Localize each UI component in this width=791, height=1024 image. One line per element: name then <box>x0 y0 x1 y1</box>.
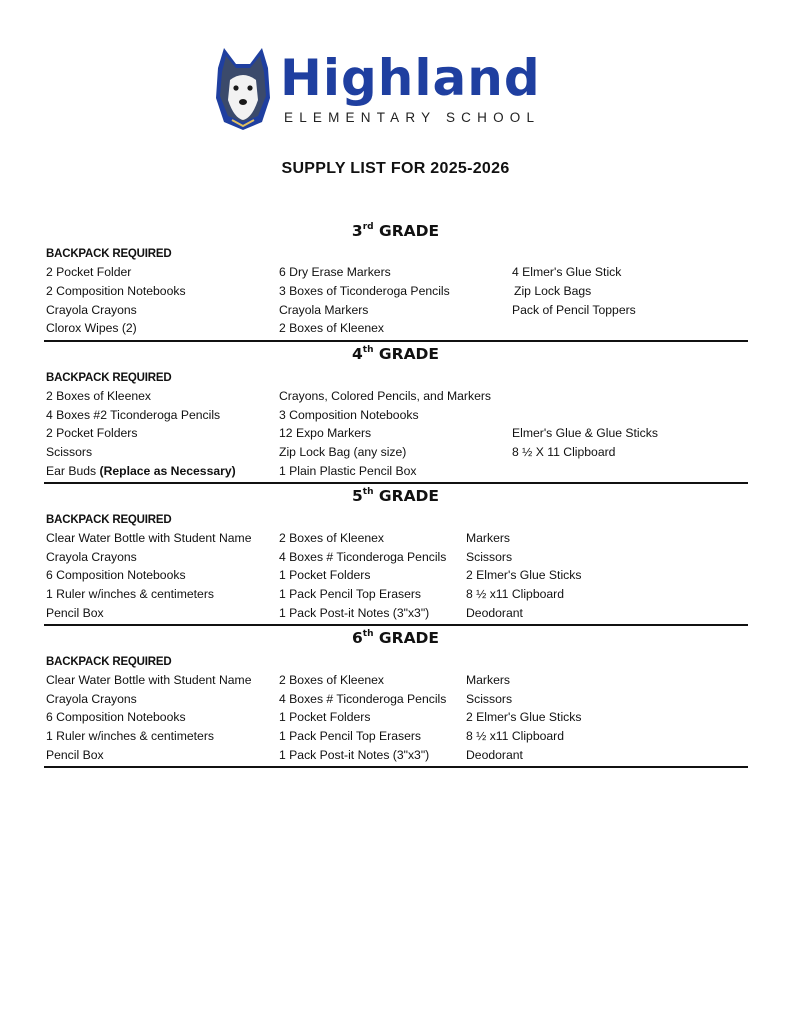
list-item: Crayola Crayons <box>46 692 137 706</box>
list-item: 2 Boxes of Kleenex <box>46 389 152 403</box>
grade-5-heading: 5th GRADE <box>351 487 440 505</box>
list-item: Deodorant <box>466 748 523 762</box>
list-item: Elmer's Glue & Glue Sticks <box>512 426 658 440</box>
list-item: 1 Pack Pencil Top Erasers <box>279 587 422 601</box>
list-item: 1 Ruler w/inches & centimeters <box>46 587 214 601</box>
list-item: 2 Boxes of Kleenex <box>279 531 385 545</box>
list-item: Crayola Crayons <box>46 303 137 317</box>
school-logo <box>212 48 582 134</box>
school-subtitle: ELEMENTARY SCHOOL <box>284 110 541 125</box>
list-item: 4 Boxes # Ticonderoga Pencils <box>279 692 447 706</box>
list-item: 1 Pack Post-it Notes (3"x3") <box>279 606 430 620</box>
list-item: 2 Composition Notebooks <box>46 284 186 298</box>
list-item: 1 Pocket Folders <box>279 568 371 582</box>
page-title: SUPPLY LIST FOR 2025-2026 <box>281 160 510 177</box>
list-item: Pencil Box <box>46 606 104 620</box>
list-item: 2 Elmer's Glue Sticks <box>466 710 582 724</box>
section-divider <box>44 482 748 484</box>
list-item: 1 Plain Plastic Pencil Box <box>279 464 417 478</box>
list-item: 4 Elmer's Glue Stick <box>512 265 622 279</box>
list-item: Crayons, Colored Pencils, and Markers <box>279 389 492 403</box>
grade-4-heading: 4th GRADE <box>351 345 440 363</box>
grade-3-backpack-required: BACKPACK REQUIRED <box>46 248 172 260</box>
section-divider <box>44 340 748 342</box>
husky-mascot-icon <box>212 48 274 130</box>
grade-3-heading: 3rd GRADE <box>351 222 440 240</box>
list-item: Ear Buds (Replace as Necessary) <box>46 464 236 478</box>
list-item: 4 Boxes #2 Ticonderoga Pencils <box>46 408 221 422</box>
list-item: 3 Composition Notebooks <box>279 408 419 422</box>
list-item: 1 Pack Post-it Notes (3"x3") <box>279 748 430 762</box>
list-item: 2 Boxes of Kleenex <box>279 321 385 335</box>
list-item: 1 Pocket Folders <box>279 710 371 724</box>
list-item: Crayola Markers <box>279 303 369 317</box>
list-item: Pack of Pencil Toppers <box>512 303 636 317</box>
list-item: 4 Boxes # Ticonderoga Pencils <box>279 550 447 564</box>
list-item: Pencil Box <box>46 748 104 762</box>
list-item: 2 Pocket Folders <box>46 426 138 440</box>
school-name: Highland <box>280 49 541 107</box>
list-item: 8 ½ X 11 Clipboard <box>512 445 616 459</box>
list-item: Markers <box>466 673 511 687</box>
grade-4-backpack-required: BACKPACK REQUIRED <box>46 372 172 384</box>
replace-note: (Replace as Necessary) <box>99 464 236 478</box>
grade-6-heading: 6th GRADE <box>351 629 440 647</box>
section-divider <box>44 624 748 626</box>
grade-5-backpack-required: BACKPACK REQUIRED <box>46 514 172 526</box>
list-item: 12 Expo Markers <box>279 426 372 440</box>
section-divider <box>44 766 748 768</box>
list-item: Zip Lock Bag (any size) <box>279 445 407 459</box>
list-item: Scissors <box>46 445 93 459</box>
list-item: 6 Composition Notebooks <box>46 568 186 582</box>
list-item: Markers <box>466 531 511 545</box>
list-item: Crayola Crayons <box>46 550 137 564</box>
list-item: Clear Water Bottle with Student Name <box>46 673 252 687</box>
list-item: 1 Ruler w/inches & centimeters <box>46 729 214 743</box>
list-item: Clear Water Bottle with Student Name <box>46 531 252 545</box>
list-item: 2 Boxes of Kleenex <box>279 673 385 687</box>
list-item: 2 Pocket Folder <box>46 265 132 279</box>
list-item: Zip Lock Bags <box>514 284 592 298</box>
list-item: Scissors <box>466 692 513 706</box>
list-item: 6 Composition Notebooks <box>46 710 186 724</box>
list-item: 2 Elmer's Glue Sticks <box>466 568 582 582</box>
list-item: 3 Boxes of Ticonderoga Pencils <box>279 284 450 298</box>
list-item: Clorox Wipes (2) <box>46 321 137 335</box>
list-item: Scissors <box>466 550 513 564</box>
list-item: 8 ½ x11 Clipboard <box>466 587 565 601</box>
list-item: 8 ½ x11 Clipboard <box>466 729 565 743</box>
list-item: Deodorant <box>466 606 523 620</box>
grade-6-backpack-required: BACKPACK REQUIRED <box>46 656 172 668</box>
list-item: 1 Pack Pencil Top Erasers <box>279 729 422 743</box>
list-item: 6 Dry Erase Markers <box>279 265 391 279</box>
